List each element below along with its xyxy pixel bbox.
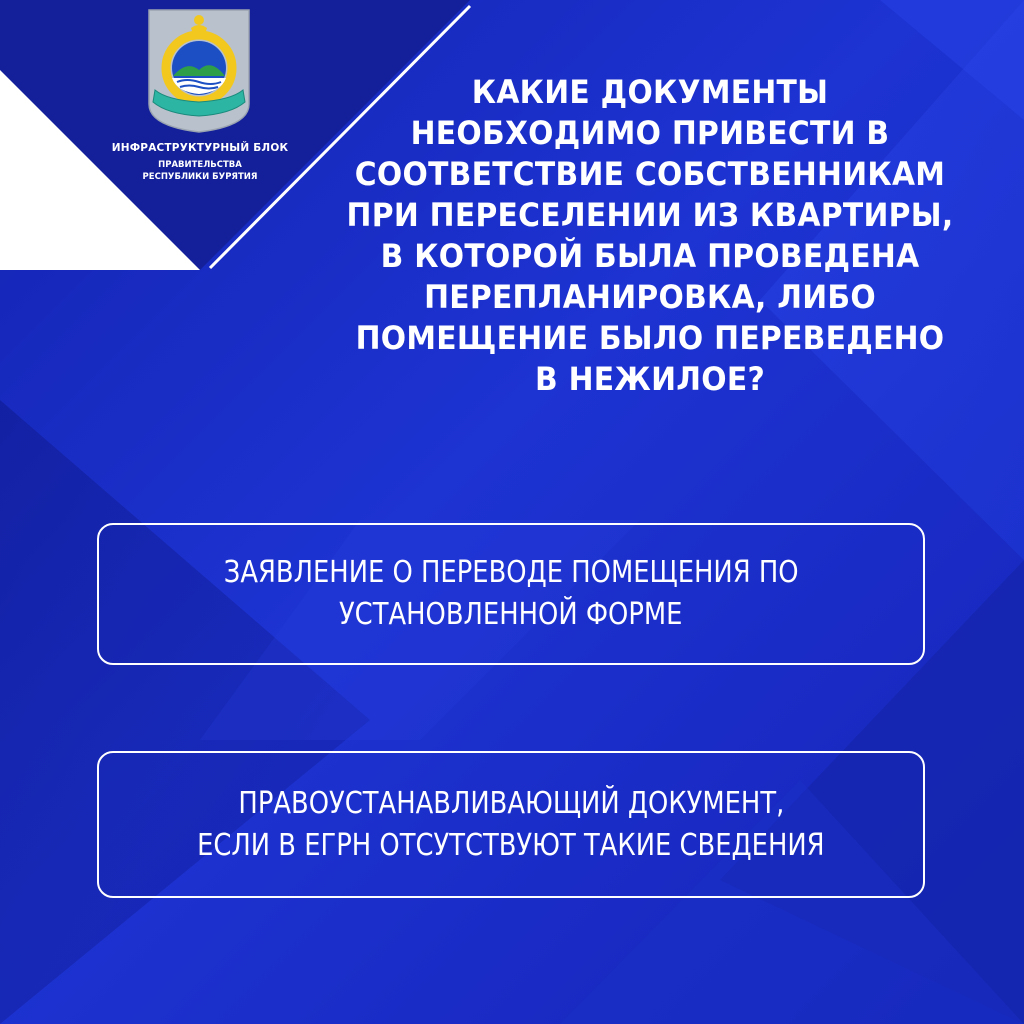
question-line: СООТВЕТСТВИЕ СОБСТВЕННИКАМ: [354, 155, 946, 193]
logo-block: [100, 8, 300, 198]
question-line: НЕОБХОДИМО ПРИВЕСТИ В: [410, 114, 890, 152]
coat-of-arms-icon: [147, 8, 251, 134]
answer-line: ЗАЯВЛЕНИЕ О ПЕРЕВОДЕ ПОМЕЩЕНИЯ ПО: [223, 555, 799, 590]
answer-line: ЕСЛИ В ЕГРН ОТСУТСТВУЮТ ТАКИЕ СВЕДЕНИЯ: [197, 827, 825, 863]
question-line: В НЕЖИЛОЕ?: [534, 360, 766, 398]
org-name-line1: ИНФРАСТРУКТУРНЫЙ БЛОК: [111, 142, 289, 154]
question-heading: [325, 72, 976, 400]
answer-box-application: [97, 523, 925, 665]
question-line: КАКИЕ ДОКУМЕНТЫ: [471, 73, 829, 111]
org-name-line3: РЕСПУБЛИКИ БУРЯТИЯ: [142, 172, 258, 182]
question-line: В КОТОРОЙ БЫЛА ПРОВЕДЕНА: [380, 237, 920, 275]
answer-line: ПРАВОУСТАНАВЛИВАЮЩИЙ ДОКУМЕНТ,: [238, 785, 784, 821]
question-line: ПРИ ПЕРЕСЕЛЕНИИ ИЗ КВАРТИРЫ,: [346, 196, 954, 234]
question-line: ПОМЕЩЕНИЕ БЫЛО ПЕРЕВЕДЕНО: [355, 319, 945, 357]
question-line: ПЕРЕПЛАНИРОВКА, ЛИБО: [424, 278, 876, 316]
org-name-line2: ПРАВИТЕЛЬСТВА: [158, 160, 242, 170]
answer-line: УСТАНОВЛЕННОЙ ФОРМЕ: [339, 597, 683, 632]
answer-box-title-document: [97, 751, 925, 898]
